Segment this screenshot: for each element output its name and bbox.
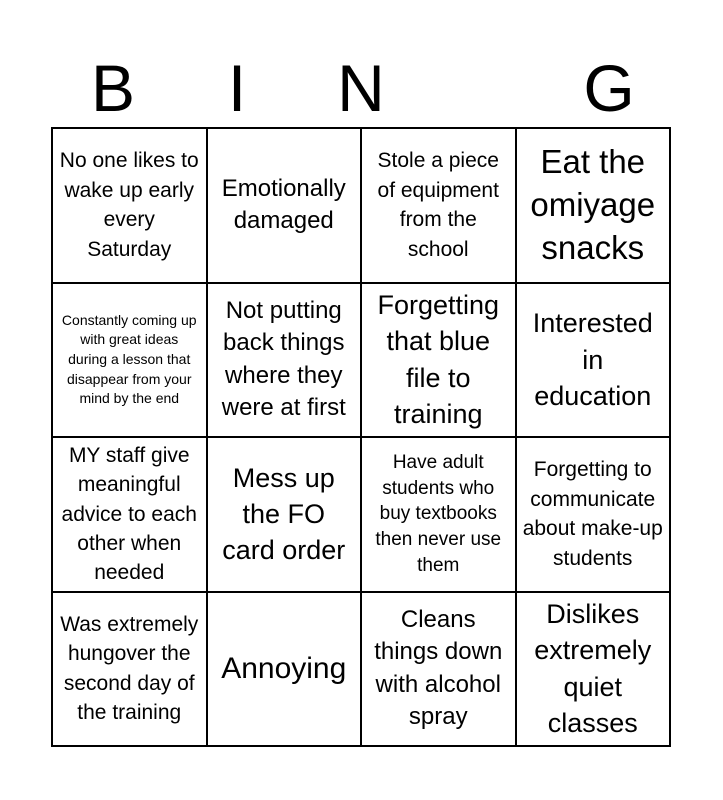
bingo-cell[interactable] (207, 283, 362, 438)
cell-text: No one likes to wake up early every Saturday (59, 149, 199, 261)
header-letter-b: B (90, 51, 136, 125)
bingo-cell[interactable] (361, 437, 516, 592)
header-spacer (423, 48, 547, 128)
bingo-cell[interactable] (52, 283, 207, 438)
bingo-cell[interactable] (361, 592, 516, 747)
bingo-cell[interactable] (207, 437, 362, 592)
cell-text: Forgetting to communicate about make-up students (522, 458, 663, 570)
cell-text: Dislikes extremely quiet classes (534, 598, 652, 739)
cell-text: Constantly coming up with great ideas during a lesson that disappear from your mind by the end (61, 311, 197, 407)
cell-text: Annoying (221, 652, 347, 686)
cell-text: Cleans things down with alcohol spray (374, 605, 503, 731)
bingo-cell[interactable] (52, 437, 207, 592)
bingo-card (51, 127, 671, 747)
cell-text: MY staff give meaningful advice to each other when needed (61, 443, 197, 585)
cell-text: Mess up the FO card order (222, 462, 346, 566)
bingo-cell[interactable] (207, 128, 362, 283)
bingo-cell[interactable] (361, 128, 516, 283)
cell-text: Emotionally damaged (221, 174, 346, 235)
header-letter-i: I (227, 51, 247, 125)
bingo-cell[interactable] (52, 592, 207, 747)
bingo-cell[interactable] (361, 283, 516, 438)
bingo-cell[interactable] (516, 592, 671, 747)
bingo-cell[interactable] (207, 592, 362, 747)
bingo-cell[interactable] (516, 283, 671, 438)
cell-text: Was extremely hungover the second day of the training (60, 612, 199, 725)
cell-text: Not putting back things where they were at first (221, 296, 346, 422)
header-letter-g: G (583, 51, 635, 125)
header-letter-n: N (337, 51, 385, 125)
cell-text: Forgetting that blue file to training (377, 289, 500, 430)
cell-text: Interested in education (532, 308, 653, 411)
bingo-header (51, 48, 671, 128)
bingo-cell[interactable] (516, 128, 671, 283)
cell-text: Have adult students who buy textbooks then never use them (375, 452, 502, 576)
cell-text: Stole a piece of equipment from the school (377, 149, 499, 261)
bingo-cell[interactable] (516, 437, 671, 592)
bingo-cell[interactable] (52, 128, 207, 283)
cell-text: Eat the omiyage snacks (530, 142, 656, 266)
